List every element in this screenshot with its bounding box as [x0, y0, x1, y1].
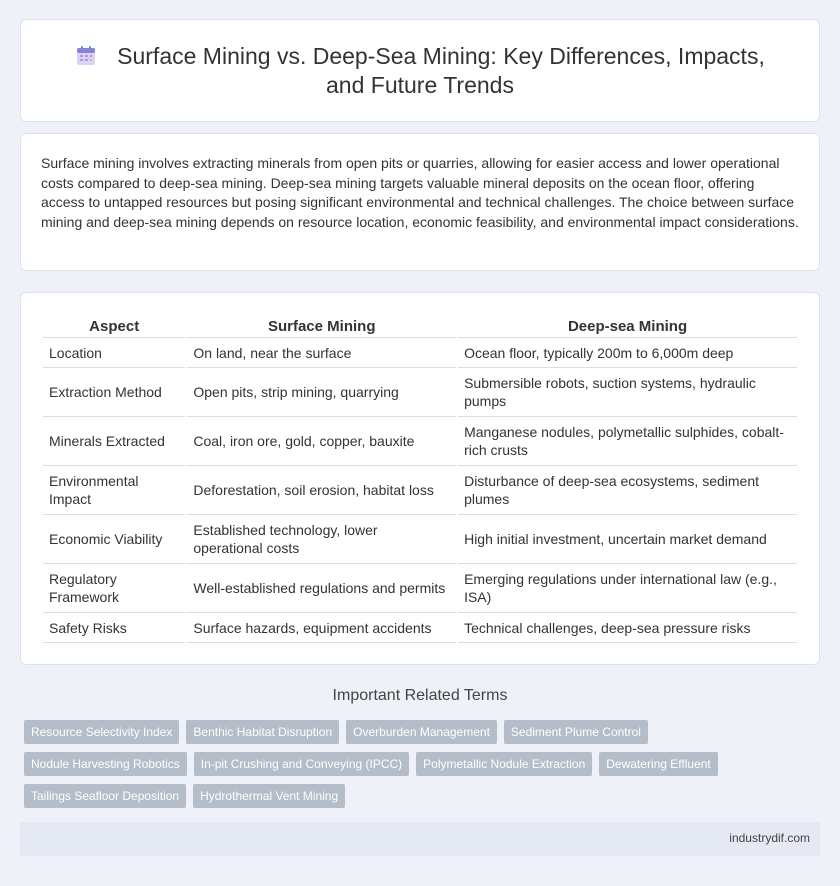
table-cell: High initial investment, uncertain market demand	[458, 515, 797, 564]
comparison-table	[41, 315, 799, 643]
table-cell: Minerals Extracted	[43, 417, 185, 466]
related-terms-title: Important Related Terms	[332, 687, 508, 704]
column-header-surface-mining: Surface Mining	[187, 315, 456, 338]
table-cell: Technical challenges, deep-sea pressure risks	[458, 613, 797, 643]
title-line-1: Surface Mining vs. Deep-Sea Mining: Key Differences, Impacts,	[117, 43, 765, 69]
table-row	[43, 338, 797, 368]
table-cell: Established technology, lower operational costs	[187, 515, 456, 564]
footer-site-link[interactable]: industrydif.com	[729, 831, 810, 845]
title-line-2: and Future Trends	[326, 72, 514, 98]
table-cell: On land, near the surface	[187, 338, 456, 368]
table-cell: Open pits, strip mining, quarrying	[187, 368, 456, 417]
related-term-tag[interactable]: In-pit Crushing and Conveying (IPCC)	[194, 752, 409, 776]
related-term-tag[interactable]: Resource Selectivity Index	[24, 720, 179, 744]
intro-card	[20, 133, 820, 271]
comparison-table-card	[20, 292, 820, 665]
related-term-tag[interactable]: Tailings Seafloor Deposition	[24, 784, 186, 808]
column-header-deep-sea-mining: Deep-sea Mining	[458, 315, 797, 338]
related-term-tag[interactable]: Dewatering Effluent	[599, 752, 718, 776]
table-row	[43, 564, 797, 613]
table-cell: Safety Risks	[43, 613, 185, 643]
table-cell: Submersible robots, suction systems, hydraulic pumps	[458, 368, 797, 417]
table-cell: Regulatory Framework	[43, 564, 185, 613]
table-row	[43, 417, 797, 466]
related-term-tag[interactable]: Hydrothermal Vent Mining	[193, 784, 345, 808]
table-cell: Economic Viability	[43, 515, 185, 564]
table-row	[43, 613, 797, 643]
table-cell: Location	[43, 338, 185, 368]
table-cell: Emerging regulations under international law (e.g., ISA)	[458, 564, 797, 613]
intro-text: Surface mining involves extracting minerals from open pits or quarries, allowing for easier access and lower operational costs compared to deep-sea mining. Deep-sea mining targets valuable mineral deposits on the ocean floor, offering access to untapped resources but posing significant environmental and technical challenges. The choice between surface mining and deep-sea mining depends on resource location, economic feasibility, and environmental impact considerations.	[41, 155, 799, 230]
related-term-tag[interactable]: Polymetallic Nodule Extraction	[416, 752, 592, 776]
table-row	[43, 368, 797, 417]
table-header-row	[43, 315, 797, 338]
table-cell: Deforestation, soil erosion, habitat loss	[187, 466, 456, 515]
table-cell: Environmental Impact	[43, 466, 185, 515]
column-header-aspect: Aspect	[43, 315, 185, 338]
related-term-tag[interactable]: Benthic Habitat Disruption	[186, 720, 339, 744]
table-row	[43, 466, 797, 515]
header-card	[20, 19, 820, 122]
table-cell: Coal, iron ore, gold, copper, bauxite	[187, 417, 456, 466]
table-cell: Extraction Method	[43, 368, 185, 417]
table-cell: Surface hazards, equipment accidents	[187, 613, 456, 643]
table-row	[43, 515, 797, 564]
related-term-tag[interactable]: Sediment Plume Control	[504, 720, 648, 744]
table-cell: Manganese nodules, polymetallic sulphides, cobalt-rich crusts	[458, 417, 797, 466]
related-term-tag[interactable]: Nodule Harvesting Robotics	[24, 752, 187, 776]
calendar-icon	[75, 45, 97, 67]
table-cell: Ocean floor, typically 200m to 6,000m deep	[458, 338, 797, 368]
table-cell: Disturbance of deep-sea ecosystems, sediment plumes	[458, 466, 797, 515]
table-cell: Well-established regulations and permits	[187, 564, 456, 613]
related-term-tag[interactable]: Overburden Management	[346, 720, 497, 744]
related-terms-tags	[24, 720, 824, 816]
page-title	[61, 42, 779, 100]
footer	[20, 822, 820, 856]
